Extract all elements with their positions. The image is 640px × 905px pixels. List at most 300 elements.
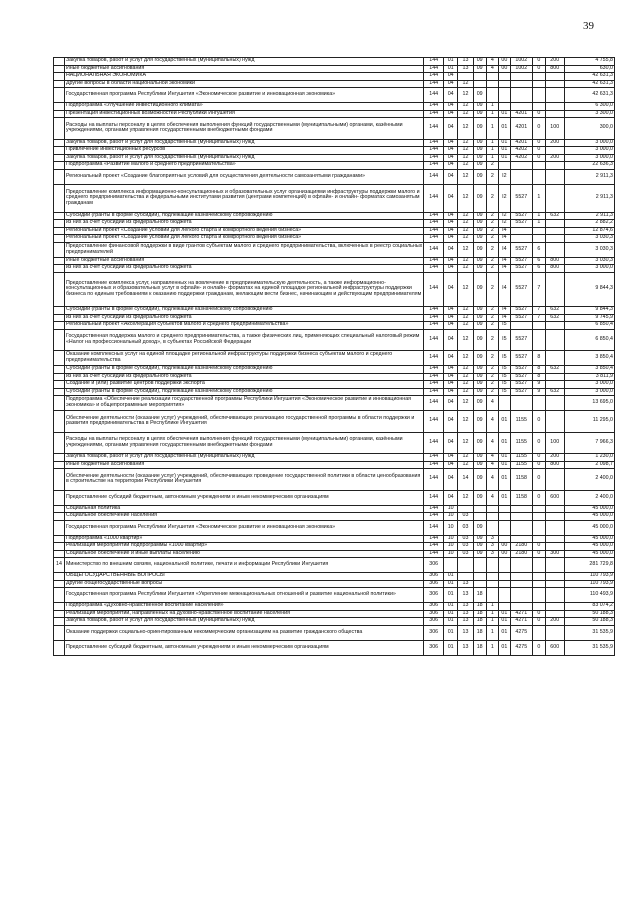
code-cell: 01 — [498, 490, 510, 505]
code-cell: 1 — [486, 118, 498, 140]
code-cell — [545, 169, 564, 184]
code-cell: 2 — [486, 307, 498, 315]
code-cell: 13 — [458, 603, 473, 611]
table-row — [54, 65, 615, 73]
row-number-cell — [54, 307, 65, 315]
code-cell: 12 — [458, 257, 473, 265]
code-cell: 10 — [444, 505, 458, 513]
code-cell: 01 — [498, 411, 510, 433]
code-cell: 144 — [424, 257, 444, 265]
code-cell: 5527 — [510, 381, 532, 389]
amount-cell: 3 000,0 — [564, 154, 614, 162]
code-cell: 01 — [444, 625, 458, 640]
code-cell: I5 — [498, 381, 510, 389]
code-cell: 09 — [473, 314, 486, 322]
code-cell: 144 — [424, 454, 444, 462]
code-cell: 5527 — [510, 351, 532, 366]
item-name-cell: из них за счет субсидии из федерального бюджета — [64, 220, 423, 228]
row-number-cell — [54, 65, 65, 73]
code-cell: 144 — [424, 265, 444, 273]
table-row — [54, 543, 615, 551]
code-cell — [510, 73, 532, 81]
code-cell — [498, 162, 510, 170]
code-cell: 5527 — [510, 212, 532, 220]
code-cell: 9 — [532, 388, 545, 396]
table-row — [54, 184, 615, 212]
code-cell — [498, 396, 510, 411]
code-cell: 1 — [532, 184, 545, 212]
table-row — [54, 625, 615, 640]
code-cell: 5527 — [510, 184, 532, 212]
code-cell: 3 — [486, 535, 498, 543]
row-number-cell — [54, 351, 65, 366]
code-cell: 01 — [498, 625, 510, 640]
code-cell — [473, 558, 486, 573]
code-cell: 04 — [444, 432, 458, 454]
item-name-cell: Социальное обеспечение населения — [64, 513, 423, 521]
code-cell: 12 — [458, 118, 473, 140]
item-name-cell: Подпрограмма «Улучшение инвестиционного климата» — [64, 103, 423, 111]
code-cell: 09 — [473, 257, 486, 265]
code-cell: 1 — [486, 625, 498, 640]
row-number-cell — [54, 184, 65, 212]
code-cell — [545, 73, 564, 81]
code-cell: 12 — [458, 314, 473, 322]
code-cell — [498, 80, 510, 88]
table-row — [54, 558, 615, 573]
code-cell: 09 — [473, 184, 486, 212]
item-name-cell: Закупка товаров, работ и услуг для государственных (муниципальных) нужд — [64, 454, 423, 462]
item-name-cell: Государственная программа Республики Ингушетия «Укрепление межнациональных отношений и развитие национальной политики» — [64, 588, 423, 603]
code-cell — [510, 80, 532, 88]
item-name-cell: Реализация мероприятий подпрограммы «1000 квартир» — [64, 543, 423, 551]
code-cell: 04 — [444, 147, 458, 155]
table-row — [54, 513, 615, 521]
code-cell — [532, 322, 545, 330]
table-row — [54, 454, 615, 462]
code-cell: 4 — [486, 454, 498, 462]
code-cell — [510, 162, 532, 170]
code-cell: 12 — [458, 272, 473, 307]
code-cell: 144 — [424, 220, 444, 228]
row-number-cell — [54, 227, 65, 235]
table-row — [54, 366, 615, 374]
row-number-cell — [54, 520, 65, 535]
code-cell: 306 — [424, 603, 444, 611]
code-cell — [473, 80, 486, 88]
code-cell: 632 — [545, 388, 564, 396]
code-cell: 09 — [473, 550, 486, 558]
code-cell: 800 — [545, 461, 564, 469]
row-number-cell — [54, 58, 65, 66]
item-name-cell: Закупка товаров, работ и услуг для государственных (муниципальных) нужд — [64, 58, 423, 66]
item-name-cell: Субсидии (гранты в форме субсидий), подлежащие казначейскому сопровождению — [64, 307, 423, 315]
amount-cell: 6 300,0 — [564, 103, 614, 111]
code-cell: 632 — [545, 366, 564, 374]
code-cell: 09 — [473, 411, 486, 433]
item-name-cell: Государственная поддержка малого и среднего предпринимательства, а также физических лиц, применяющих специальный налоговый режим «Налог на профессиональный доход», в субъектах Российской Федерации — [64, 329, 423, 351]
code-cell: 144 — [424, 388, 444, 396]
code-cell: 09 — [473, 235, 486, 243]
code-cell: 4271 — [510, 610, 532, 618]
code-cell: 4 — [486, 469, 498, 491]
code-cell — [486, 580, 498, 588]
code-cell — [545, 88, 564, 103]
table-row — [54, 329, 615, 351]
code-cell: 13 — [458, 625, 473, 640]
amount-cell: 31 535,9 — [564, 625, 614, 640]
code-cell: 144 — [424, 307, 444, 315]
code-cell: 6 — [532, 265, 545, 273]
code-cell: 8 — [532, 373, 545, 381]
code-cell: 09 — [473, 110, 486, 118]
code-cell — [498, 558, 510, 573]
code-cell: 04 — [444, 220, 458, 228]
page-number: 39 — [583, 20, 594, 32]
code-cell — [545, 588, 564, 603]
item-name-cell: Реализация мероприятий, направленных на духовно-нравственное воспитание населения — [64, 610, 423, 618]
row-number-cell — [54, 618, 65, 626]
code-cell — [545, 381, 564, 389]
code-cell: 144 — [424, 543, 444, 551]
code-cell: 2 — [486, 366, 498, 374]
code-cell — [545, 147, 564, 155]
code-cell: 04 — [444, 257, 458, 265]
code-cell: 12 — [458, 103, 473, 111]
code-cell: 09 — [473, 118, 486, 140]
row-number-cell — [54, 220, 65, 228]
amount-cell: 2 098,7 — [564, 461, 614, 469]
code-cell — [498, 103, 510, 111]
code-cell: 0 — [532, 58, 545, 66]
code-cell: 09 — [473, 432, 486, 454]
code-cell — [545, 322, 564, 330]
amount-cell: 3 000,0 — [564, 381, 614, 389]
amount-cell: 630,0 — [564, 65, 614, 73]
code-cell: 0 — [532, 461, 545, 469]
code-cell: 144 — [424, 73, 444, 81]
table-row — [54, 520, 615, 535]
code-cell: 800 — [545, 65, 564, 73]
code-cell: 09 — [473, 388, 486, 396]
code-cell: 13 — [458, 588, 473, 603]
code-cell — [510, 235, 532, 243]
code-cell: 01 — [444, 573, 458, 581]
row-number-cell — [54, 490, 65, 505]
item-name-cell: НАЦИОНАЛЬНАЯ ЭКОНОМИКА — [64, 73, 423, 81]
code-cell: 01 — [444, 58, 458, 66]
table-row — [54, 322, 615, 330]
code-cell: 04 — [444, 461, 458, 469]
item-name-cell: Подпрограмма «Духовно-нравственное воспитание населения» — [64, 603, 423, 611]
code-cell: 0 — [532, 411, 545, 433]
table-row — [54, 469, 615, 491]
item-name-cell: Подпрограмма «Обеспечение реализации государственной программы Республики Ингушетия «Экономическое развитие и инновационная экономика» и общепрограммные мероприятия» — [64, 396, 423, 411]
code-cell: 0 — [532, 490, 545, 505]
row-number-cell — [54, 110, 65, 118]
code-cell: 144 — [424, 103, 444, 111]
code-cell: 144 — [424, 373, 444, 381]
item-name-cell: Предоставление субсидий бюджетным, автономным учреждениям и иным некоммерческим организациям — [64, 640, 423, 655]
code-cell: 1158 — [510, 490, 532, 505]
row-number-cell — [54, 505, 65, 513]
code-cell — [458, 505, 473, 513]
table-row — [54, 212, 615, 220]
code-cell — [510, 603, 532, 611]
code-cell: 04 — [444, 139, 458, 147]
amount-cell: 3 000,0 — [564, 265, 614, 273]
code-cell — [545, 220, 564, 228]
code-cell: 144 — [424, 550, 444, 558]
code-cell: 2 — [486, 329, 498, 351]
code-cell: I4 — [498, 227, 510, 235]
item-name-cell: Закупка товаров, работ и услуг для государственных (муниципальных) нужд — [64, 154, 423, 162]
code-cell: 1002 — [510, 65, 532, 73]
code-cell — [545, 580, 564, 588]
code-cell: 7 — [532, 272, 545, 307]
item-name-cell: Подпрограмма «Развитие малого и среднего предпринимательства» — [64, 162, 423, 170]
code-cell: 4 — [486, 432, 498, 454]
code-cell: 144 — [424, 139, 444, 147]
amount-cell: 2 400,0 — [564, 469, 614, 491]
row-number-cell — [54, 235, 65, 243]
code-cell: 09 — [473, 162, 486, 170]
code-cell: 5527 — [510, 265, 532, 273]
table-row — [54, 73, 615, 81]
table-row — [54, 550, 615, 558]
code-cell: 12 — [458, 154, 473, 162]
code-cell: 200 — [545, 154, 564, 162]
code-cell: 12 — [458, 490, 473, 505]
row-number-cell — [54, 543, 65, 551]
code-cell: 04 — [444, 373, 458, 381]
code-cell: 01 — [498, 432, 510, 454]
code-cell — [498, 73, 510, 81]
item-name-cell: Предоставление комплекса услуг, направленных на вовлечение в предпринимательскую деятельность, а также информационно-консультационных и образовательных услуг в офлайн- и онлайн- форматах на единой площадке региональной инфраструктуры поддержки бизнеса по единым требованиям к оказанию поддержки гражданам, желающим вести бизнес, начинающим и действующим предпринимателям — [64, 272, 423, 307]
code-cell: 01 — [498, 454, 510, 462]
code-cell: 4202 — [510, 154, 532, 162]
table-row — [54, 272, 615, 307]
item-name-cell: Другие вопросы в области национальной экономики — [64, 80, 423, 88]
item-name-cell: Другие общегосударственные вопросы — [64, 580, 423, 588]
code-cell: 4271 — [510, 618, 532, 626]
code-cell: 800 — [545, 265, 564, 273]
code-cell — [510, 588, 532, 603]
table-row — [54, 307, 615, 315]
code-cell — [498, 603, 510, 611]
code-cell: 144 — [424, 520, 444, 535]
item-name-cell: Министерство по внешним связям, национальной политике, печати и информации Республики Ингушетия — [64, 558, 423, 573]
code-cell: 01 — [498, 139, 510, 147]
code-cell: 4201 — [510, 118, 532, 140]
row-number-cell — [54, 80, 65, 88]
code-cell: 4 — [486, 65, 498, 73]
code-cell: 306 — [424, 625, 444, 640]
table-row — [54, 139, 615, 147]
code-cell: 13 — [458, 640, 473, 655]
amount-cell: 2 911,3 — [564, 169, 614, 184]
row-number-cell — [54, 580, 65, 588]
code-cell: I2 — [498, 220, 510, 228]
row-number-cell — [54, 640, 65, 655]
code-cell: 12 — [458, 212, 473, 220]
code-cell: 04 — [444, 162, 458, 170]
row-number-cell — [54, 373, 65, 381]
code-cell: I4 — [498, 235, 510, 243]
code-cell: 0 — [532, 110, 545, 118]
code-cell — [532, 73, 545, 81]
code-cell: 09 — [473, 272, 486, 307]
table-row — [54, 388, 615, 396]
code-cell: 12 — [458, 322, 473, 330]
code-cell — [532, 603, 545, 611]
amount-cell: 12 874,6 — [564, 227, 614, 235]
code-cell: 1 — [486, 147, 498, 155]
code-cell: 3 — [486, 550, 498, 558]
table-row — [54, 505, 615, 513]
code-cell: 00 — [498, 58, 510, 66]
code-cell: 6 — [532, 242, 545, 257]
code-cell: 306 — [424, 618, 444, 626]
code-cell: 2 — [486, 212, 498, 220]
code-cell — [545, 80, 564, 88]
code-cell: 1 — [486, 139, 498, 147]
code-cell: 04 — [444, 454, 458, 462]
code-cell: 4202 — [510, 147, 532, 155]
code-cell: 0 — [532, 454, 545, 462]
code-cell — [532, 80, 545, 88]
code-cell — [486, 573, 498, 581]
code-cell: 144 — [424, 110, 444, 118]
code-cell — [545, 469, 564, 491]
code-cell — [486, 513, 498, 521]
code-cell: 632 — [545, 307, 564, 315]
code-cell — [545, 329, 564, 351]
code-cell: 632 — [545, 212, 564, 220]
code-cell: 12 — [458, 220, 473, 228]
amount-cell: 11 295,0 — [564, 411, 614, 433]
amount-cell: 45 000,0 — [564, 550, 614, 558]
item-name-cell: Подпрограмма «1000 квартир» — [64, 535, 423, 543]
amount-cell: 31 535,9 — [564, 640, 614, 655]
code-cell: 0 — [532, 469, 545, 491]
code-cell: 12 — [458, 381, 473, 389]
amount-cell: 300,0 — [564, 118, 614, 140]
item-name-cell: Расходы на выплаты персоналу в целях обеспечения выполнения функций государственными (муниципальными) органами, казёнными учреждениями, органами управления государственными внебюджетными фондами — [64, 118, 423, 140]
code-cell: 0 — [532, 154, 545, 162]
code-cell: 0 — [532, 65, 545, 73]
code-cell: 5527 — [510, 388, 532, 396]
code-cell: 8 — [532, 351, 545, 366]
code-cell: 09 — [473, 373, 486, 381]
item-name-cell: Государственная программа Республики Ингушетия «Экономическое развитие и инновационная экономика» — [64, 520, 423, 535]
row-number-cell — [54, 322, 65, 330]
code-cell — [510, 505, 532, 513]
code-cell: 09 — [473, 212, 486, 220]
table-row — [54, 227, 615, 235]
amount-cell: 3 030,3 — [564, 257, 614, 265]
row-number-cell — [54, 314, 65, 322]
row-number-cell — [54, 396, 65, 411]
code-cell: 01 — [444, 580, 458, 588]
code-cell: 12 — [458, 373, 473, 381]
code-cell: 144 — [424, 411, 444, 433]
code-cell: 8 — [532, 366, 545, 374]
row-number-cell — [54, 432, 65, 454]
code-cell: 12 — [458, 307, 473, 315]
table-row — [54, 162, 615, 170]
code-cell: 04 — [444, 118, 458, 140]
row-number-cell — [54, 454, 65, 462]
amount-cell: 2 400,0 — [564, 490, 614, 505]
code-cell — [498, 505, 510, 513]
code-cell: 12 — [458, 329, 473, 351]
code-cell: 144 — [424, 235, 444, 243]
table-row — [54, 588, 615, 603]
item-name-cell: Обеспечение деятельности (оказание услуг) учреждений, обеспечивающих проведение государственной политики в области ценообразования в строительстве на территории Республики Ингушетия — [64, 469, 423, 491]
amount-cell: 281 729,8 — [564, 558, 614, 573]
code-cell: 144 — [424, 227, 444, 235]
code-cell — [510, 513, 532, 521]
code-cell: 1155 — [510, 454, 532, 462]
code-cell: 0 — [532, 640, 545, 655]
code-cell: 00 — [498, 550, 510, 558]
code-cell: 7 — [532, 307, 545, 315]
item-name-cell: Закупка товаров, работ и услуг для государственных (муниципальных) нужд — [64, 139, 423, 147]
code-cell: 04 — [444, 381, 458, 389]
item-name-cell: из них за счет субсидии из федерального бюджета — [64, 373, 423, 381]
code-cell: 12 — [458, 227, 473, 235]
code-cell: 144 — [424, 381, 444, 389]
amount-cell: 3 850,4 — [564, 366, 614, 374]
code-cell: 1158 — [510, 469, 532, 491]
code-cell: 5527 — [510, 366, 532, 374]
code-cell: 01 — [498, 154, 510, 162]
code-cell: 1 — [532, 212, 545, 220]
code-cell: 09 — [473, 88, 486, 103]
code-cell: 144 — [424, 322, 444, 330]
item-name-cell: Расходы на выплаты персоналу в целях обеспечения выполнения функций государственными (муниципальными) органами, казёнными учреждениями, органами управления государственными внебюджетными фондами — [64, 432, 423, 454]
code-cell: 04 — [444, 103, 458, 111]
code-cell: 04 — [444, 169, 458, 184]
code-cell: 04 — [444, 73, 458, 81]
amount-cell: 50 188,3 — [564, 618, 614, 626]
table-row — [54, 573, 615, 581]
code-cell: 2 — [486, 381, 498, 389]
item-name-cell: Региональный проект «Создание благоприятных условий для осуществления деятельности самозанятыми гражданами» — [64, 169, 423, 184]
amount-cell: 6 850,4 — [564, 329, 614, 351]
code-cell: 09 — [473, 469, 486, 491]
row-number-cell — [54, 265, 65, 273]
code-cell: 2 — [486, 235, 498, 243]
amount-cell: 3 030,3 — [564, 235, 614, 243]
code-cell — [444, 558, 458, 573]
row-number-cell — [54, 118, 65, 140]
code-cell: 04 — [444, 227, 458, 235]
amount-cell: 3 030,3 — [564, 242, 614, 257]
code-cell: 144 — [424, 147, 444, 155]
code-cell: 144 — [424, 513, 444, 521]
code-cell: 09 — [473, 520, 486, 535]
code-cell: 3 — [486, 543, 498, 551]
code-cell: 12 — [458, 88, 473, 103]
row-number-cell — [54, 603, 65, 611]
code-cell: 144 — [424, 169, 444, 184]
code-cell: 144 — [424, 80, 444, 88]
code-cell: 2 — [486, 265, 498, 273]
code-cell: 09 — [473, 329, 486, 351]
item-name-cell: Социальное обеспечение и иные выплаты населению — [64, 550, 423, 558]
